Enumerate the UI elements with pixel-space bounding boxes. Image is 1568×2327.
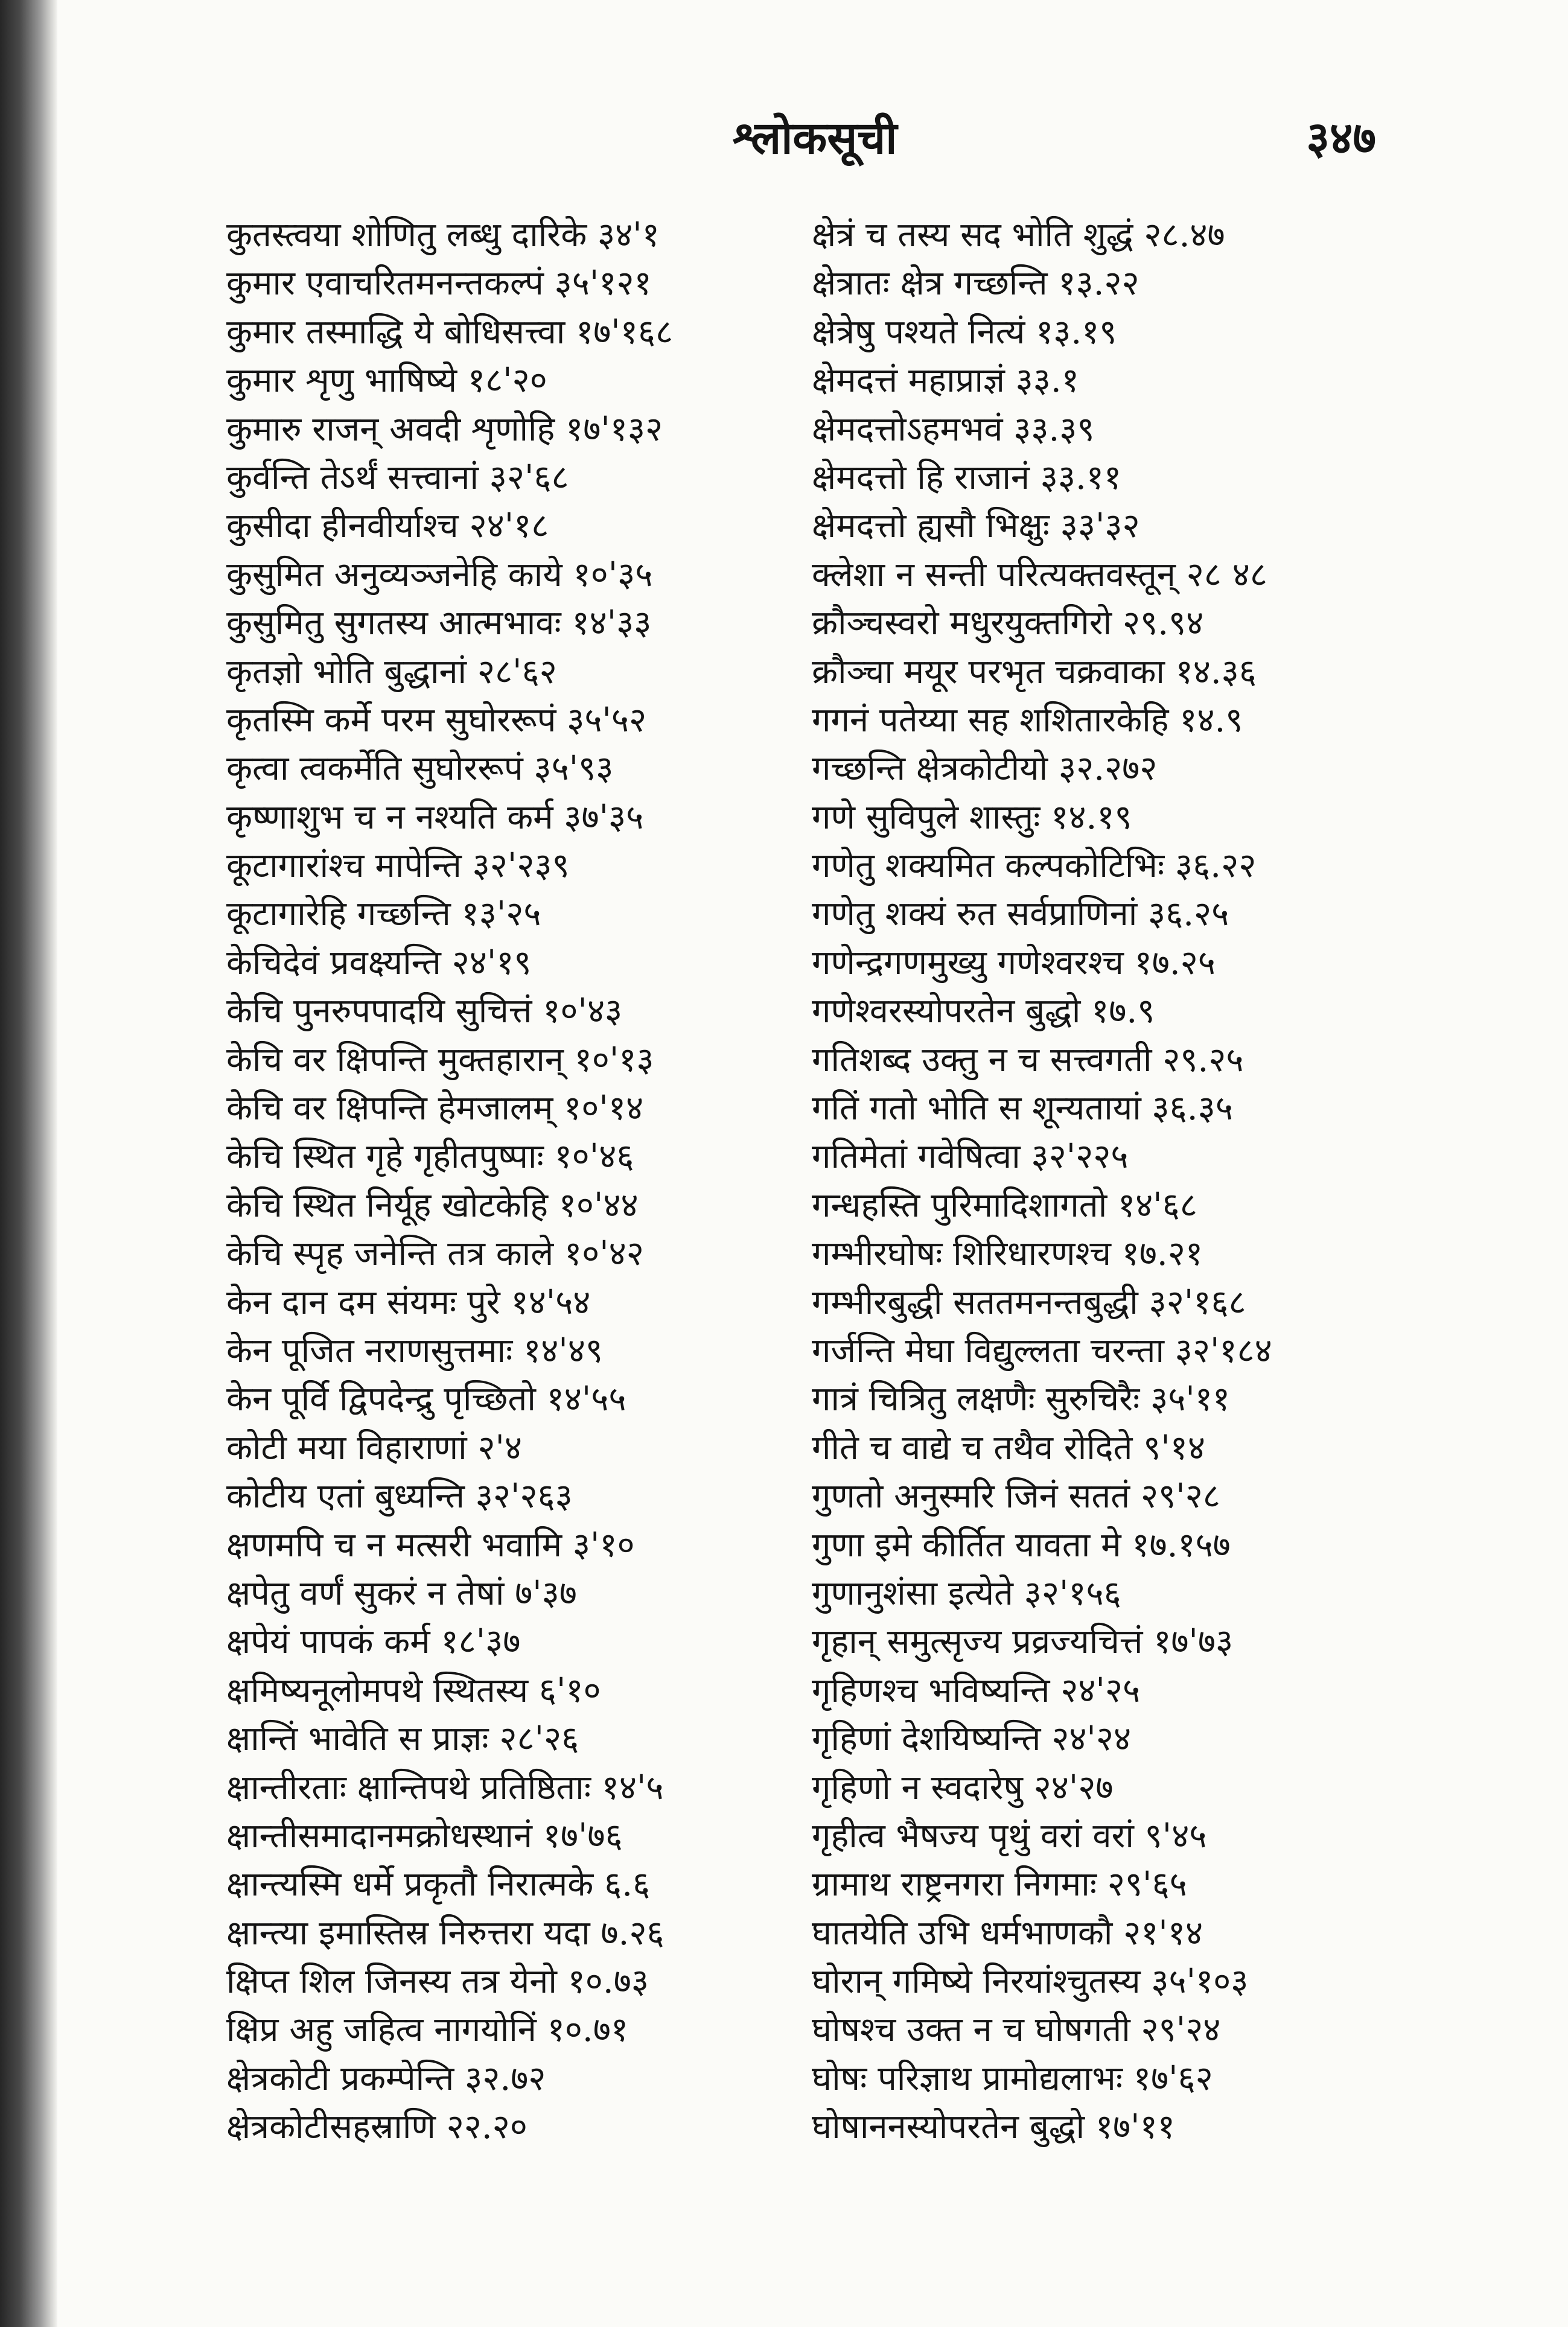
- verse-entry: गतिं गतो भोति स शून्यतायां ३६.३५: [812, 1089, 1233, 1128]
- verse-entry: क्षेत्रातः क्षेत्र गच्छन्ति १३.२२: [812, 264, 1139, 304]
- verse-entry: कुसुमितु सुगतस्य आत्मभावः १४'३३: [226, 603, 652, 643]
- verse-entry: घोषश्च उक्त न च घोषगती २९'२४: [812, 2010, 1221, 2050]
- verse-entry: क्षेमदत्तो हि राजानं ३३.११: [812, 457, 1122, 497]
- verse-entry: क्षान्त्या इमास्तिस्र निरुत्तरा यदा ७.२६: [226, 1913, 664, 1953]
- verse-entry: गृहान् समुत्सृज्य प्रव्रज्यचित्तं १७'७३: [812, 1622, 1234, 1662]
- verse-entry: कुमार शृणु भाषिष्ये १८'२०: [226, 361, 547, 401]
- verse-entry: गृहीत्व भैषज्य पृथुं वरां वरां ९'४५: [812, 1816, 1207, 1856]
- verse-entry: कूटागारेहि गच्छन्ति १३'२५: [226, 894, 541, 934]
- verse-entry: गतिमेतां गवेषित्वा ३२'२२५: [812, 1137, 1129, 1177]
- verse-entry: गणेतु शक्यमित कल्पकोटिभिः ३६.२२: [812, 846, 1257, 886]
- verse-entry: केचि स्पृह जनेन्ति तत्र काले १०'४२: [226, 1234, 644, 1274]
- verse-entry: कुर्वन्ति तेऽर्थं सत्त्वानां ३२'६८: [226, 457, 569, 497]
- verse-entry: कृत्वा त्वकर्मेति सुघोररूपं ३५'९३: [226, 749, 614, 789]
- verse-entry: घोषाननस्योपरतेन बुद्धो १७'११: [812, 2107, 1175, 2147]
- verse-entry: केन पूर्वि द्विपदेन्द्रु पृच्छितो १४'५५: [226, 1380, 626, 1419]
- verse-entry: क्षपेतु वर्णं सुकरं न तेषां ७'३७: [226, 1573, 577, 1613]
- verse-entry: गुणा इमे कीर्तित यावता मे १७.१५७: [812, 1525, 1231, 1565]
- verse-entry: केचि वर क्षिपन्ति हेमजालम् १०'१४: [226, 1089, 644, 1128]
- verse-entry: क्षान्तिं भावेति स प्राज्ञः २८'२६: [226, 1719, 579, 1759]
- verse-entry: कुसीदा हीनवीर्याश्च २४'१८: [226, 506, 549, 546]
- verse-entry: क्षेमदत्तो ह्यसौ भिक्षुः ३३'३२: [812, 506, 1140, 546]
- verse-entry: घोरान् गमिष्ये निरयांश्चुतस्य ३५'१०३: [812, 1962, 1249, 2002]
- verse-entry: कुमार तस्माद्धि ये बोधिसत्त्वा १७'१६८: [226, 312, 674, 352]
- verse-entry: गणेश्वरस्योपरतेन बुद्धो १७.९: [812, 992, 1155, 1031]
- verse-entry: केचि पुनरुपपादयि सुचित्तं १०'४३: [226, 992, 623, 1031]
- verse-entry: कोटी मया विहाराणां २'४: [226, 1428, 523, 1468]
- verse-entry: गम्भीरबुद्धी सततमनन्तबुद्धी ३२'१६८: [812, 1282, 1246, 1322]
- page-number: ३४७: [1306, 112, 1376, 164]
- verse-entry: क्रौञ्चा मयूर परभृत चक्रवाका १४.३६: [812, 652, 1257, 692]
- verse-entry: क्षेत्रकोटीसहस्राणि २२.२०: [226, 2107, 527, 2147]
- verse-entry: कुमार एवाचरितमनन्तकल्पं ३५'१२१: [226, 264, 652, 304]
- verse-entry: क्षपेयं पापकं कर्म १८'३७: [226, 1622, 521, 1662]
- verse-entry: कुसुमित अनुव्यञ्जनेहि काये १०'३५: [226, 555, 653, 594]
- verse-entry: कृष्णाशुभ च न नश्यति कर्म ३७'३५: [226, 797, 644, 837]
- verse-entry: गणे सुविपुले शास्तुः १४.१९: [812, 797, 1132, 837]
- verse-entry: क्षणमपि च न मत्सरी भवामि ३'१०: [226, 1525, 635, 1565]
- verse-entry: गृहिणो न स्वदारेषु २४'२७: [812, 1768, 1114, 1807]
- left-column: [226, 211, 830, 2152]
- verse-entry: क्षमिष्यनूलोमपथे स्थितस्य ६'१०: [226, 1670, 601, 1710]
- verse-entry: गगनं पतेय्या सह शशितारकेहि १४.९: [812, 700, 1243, 740]
- verse-entry: क्लेशा न सन्ती परित्यक्तवस्तून् २८ ४८: [812, 555, 1267, 594]
- verse-entry: केचि वर क्षिपन्ति मुक्तहारान् १०'१३: [226, 1040, 654, 1080]
- verse-entry: क्षेमदत्तोऽहमभवं ३३.३९: [812, 409, 1095, 449]
- verse-entry: कृतज्ञो भोति बुद्धानां २८'६२: [226, 652, 557, 692]
- verse-entry: गात्रं चित्रितु लक्षणैः सुरुचिरैः ३५'११: [812, 1380, 1230, 1419]
- verse-entry: गम्भीरघोषः शिरिधारणश्च १७.२१: [812, 1234, 1203, 1274]
- verse-entry: गृहिणश्च भविष्यन्ति २४'२५: [812, 1670, 1141, 1710]
- verse-entry: घातयेति उभि धर्मभाणकौ २१'१४: [812, 1913, 1203, 1953]
- verse-entry: क्षान्तीरताः क्षान्तिपथे प्रतिष्ठिताः १४'५: [226, 1768, 664, 1807]
- verse-entry: गुणतो अनुस्मरि जिनं सततं २९'२८: [812, 1477, 1220, 1517]
- verse-entry: क्षेत्रेषु पश्यते नित्यं १३.१९: [812, 312, 1117, 352]
- verse-entry: क्रौञ्चस्वरो मधुरयुक्तगिरो २९.९४: [812, 603, 1204, 643]
- binding-shadow: [0, 0, 57, 2327]
- verse-entry: क्षान्त्यस्मि धर्मे प्रकृतौ निरात्मके ६.६: [226, 1865, 651, 1905]
- verse-entry: क्षिप्त शिल जिनस्य तत्र येनो १०.७३: [226, 1962, 649, 2002]
- page-title: श्लोकसूची: [732, 112, 897, 164]
- verse-entry: गच्छन्ति क्षेत्रकोटीयो ३२.२७२: [812, 749, 1158, 789]
- verse-entry: गीते च वाद्ये च तथैव रोदिते ९'१४: [812, 1428, 1205, 1468]
- verse-entry: क्षेत्रकोटी प्रकम्पेन्ति ३२.७२: [226, 2058, 546, 2098]
- verse-entry: गृहिणां देशयिष्यन्ति २४'२४: [812, 1719, 1132, 1759]
- verse-entry: केन दान दम संयमः पुरे १४'५४: [226, 1282, 591, 1322]
- verse-entry: गुणानुशंसा इत्येते ३२'१५६: [812, 1573, 1121, 1613]
- verse-entry: केन पूजित नराणसुत्तमाः १४'४९: [226, 1331, 603, 1370]
- verse-entry: कृतस्मि कर्मे परम सुघोररूपं ३५'५२: [226, 700, 647, 740]
- verse-entry: कुतस्त्वया शोणितु लब्धु दारिके ३४'१: [226, 215, 660, 255]
- verse-entry: केचि स्थित निर्यूह खोटकेहि १०'४४: [226, 1185, 639, 1225]
- right-column: [812, 211, 1415, 2152]
- verse-entry: कोटीय एतां बुध्यन्ति ३२'२६३: [226, 1477, 573, 1517]
- verse-entry: घोषः परिज्ञाथ प्रामोद्यलाभः १७'६२: [812, 2058, 1213, 2098]
- verse-entry: ग्रामाथ राष्ट्रनगरा निगमाः २९'६५: [812, 1865, 1187, 1905]
- verse-entry: केचि स्थित गृहे गृहीतपुष्पाः १०'४६: [226, 1137, 634, 1177]
- verse-entry: कूटागारांश्च मापेन्ति ३२'२३९: [226, 846, 570, 886]
- verse-entry: क्षिप्र अहु जहित्व नागयोनिं १०.७१: [226, 2010, 628, 2050]
- verse-entry: गतिशब्द उक्तु न च सत्त्वगती २९.२५: [812, 1040, 1244, 1080]
- verse-entry: गर्जन्ति मेघा विद्युल्लता चरन्ता ३२'१८४: [812, 1331, 1272, 1370]
- verse-entry: क्षेमदत्तं महाप्राज्ञं ३३.१: [812, 361, 1079, 401]
- verse-entry: गणेतु शक्यं रुत सर्वप्राणिनां ३६.२५: [812, 894, 1229, 934]
- verse-entry: गणेन्द्रगणमुख्यु गणेश्वरश्च १७.२५: [812, 943, 1216, 982]
- verse-entry: कुमारु राजन् अवदी शृणोहि १७'१३२: [226, 409, 663, 449]
- verse-entry: केचिदेवं प्रवक्ष्यन्ति २४'१९: [226, 943, 532, 982]
- verse-entry: गन्धहस्ति पुरिमादिशागतो १४'६८: [812, 1185, 1197, 1225]
- verse-entry: क्षान्तीसमादानमक्रोधस्थानं १७'७६: [226, 1816, 623, 1856]
- verse-entry: क्षेत्रं च तस्य सद भोति शुद्धं २८.४७: [812, 215, 1225, 255]
